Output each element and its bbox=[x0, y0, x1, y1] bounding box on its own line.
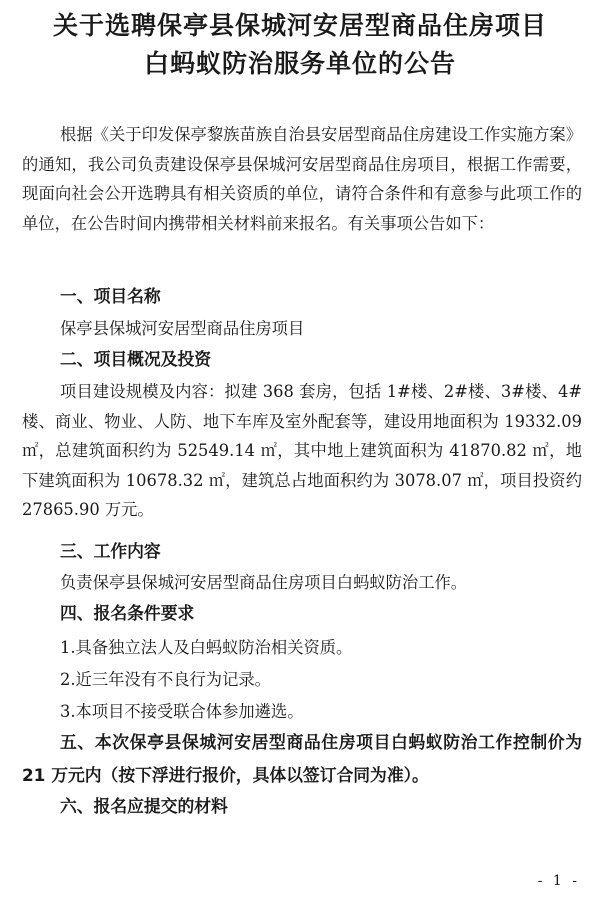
section-2-content: 项目建设规模及内容：拟建 368 套房，包括 1#楼、2#楼、3#楼、4#楼、商业、物业、人防、地下车库及室外配套等，建设用地面积为 19332.09 ㎡，总建筑面积约为 52549.14 ㎡，其中地上建筑面积为 41870.82 ㎡，地下建筑面积为 10678.32 ㎡，建筑总占地面积约为 3078.07 ㎡，项目投资约 27865.90 万元。 bbox=[22, 382, 582, 519]
section-3-content: 负责保亭县保城河安居型商品住房项目白蚂蚁防治工作。 bbox=[60, 573, 468, 592]
section-5-text: 五、本次保亭县保城河安居型商品住房项目白蚂蚁防治工作控制价为 21 万元内（按下浮进行报价，具体以签订合同为准）。 bbox=[22, 732, 582, 785]
section-1-heading: 一、项目名称 bbox=[60, 286, 161, 306]
section-6-heading: 六、报名应提交的材料 bbox=[60, 796, 228, 816]
section-4-item: 1.具备独立法人及白蚂蚁防治相关资质。 bbox=[60, 638, 353, 657]
page-number: - 1 - bbox=[537, 873, 580, 889]
section-4-heading: 四、报名条件要求 bbox=[60, 603, 195, 623]
document-title-line-2: 白蚂蚁防治服务单位的公告 bbox=[143, 49, 456, 78]
section-2-heading: 二、项目概况及投资 bbox=[60, 349, 212, 369]
section-4-item: 2.近三年没有不良行为记录。 bbox=[60, 670, 271, 689]
intro-paragraph: 根据《关于印发保亭黎族苗族自治县安居型商品住房建设工作实施方案》的通知，我公司负责建设保亭县保城河安居型商品住房项目，根据工作需要，现面向社会公开选聘具有相关资质的单位，请符合条件和有意参与此项工作的单位，在公告时间内携带相关材料前来报名。有关事项公告如下： bbox=[22, 125, 582, 233]
document-title-line-1: 关于选聘保亭县保城河安居型商品住房项目 bbox=[52, 11, 547, 40]
section-4-item: 3.本项目不接受联合体参加遴选。 bbox=[60, 702, 304, 721]
section-1-content: 保亭县保城河安居型商品住房项目 bbox=[60, 319, 305, 338]
section-3-heading: 三、工作内容 bbox=[60, 541, 161, 561]
